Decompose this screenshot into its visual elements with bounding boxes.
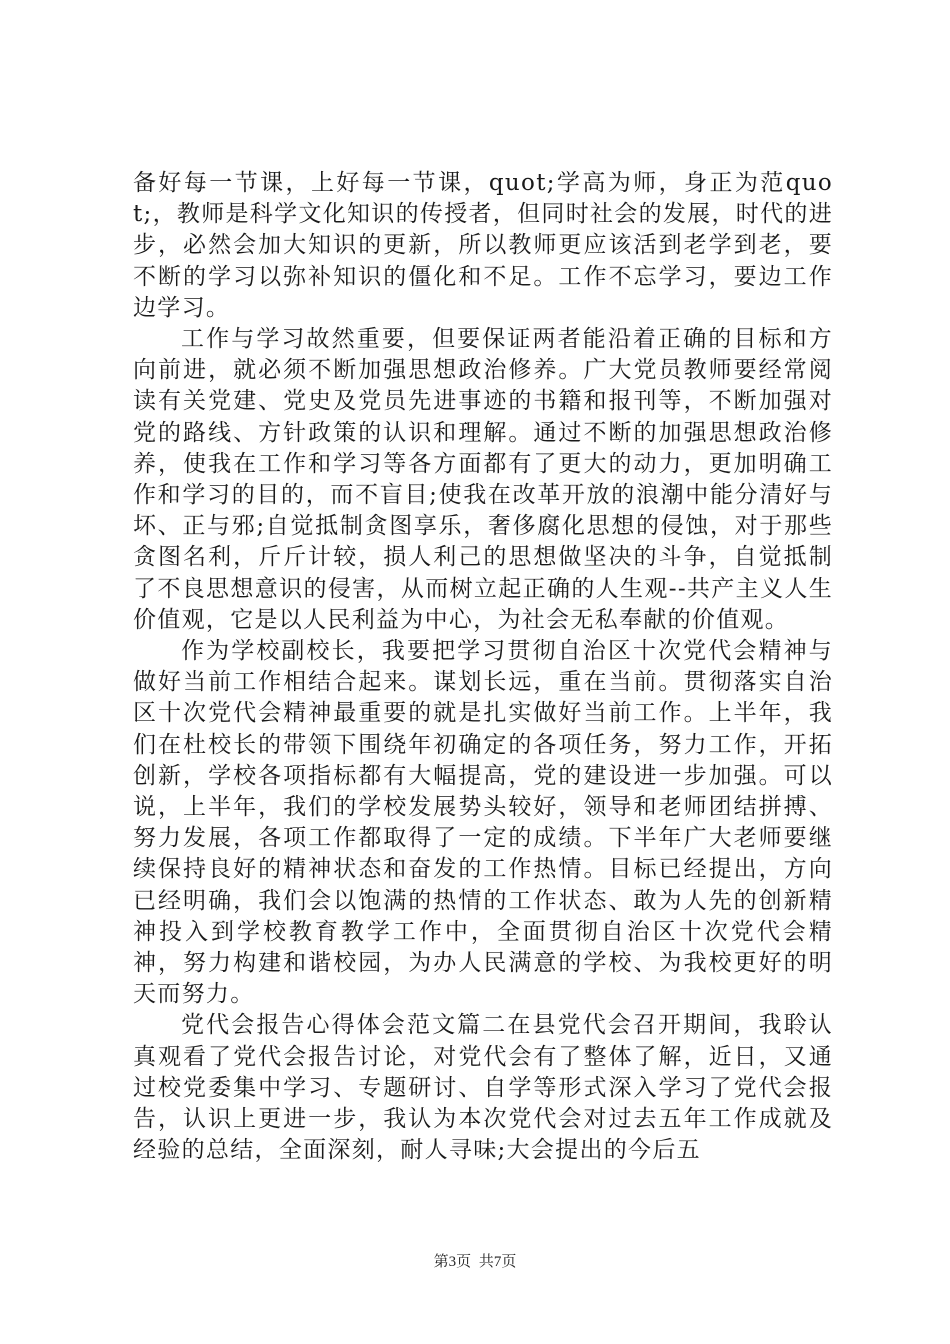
paragraph: 工作与学习故然重要，但要保证两者能沿着正确的目标和方向前进，就必须不断加强思想政治修养。广大党员教师要经常阅读有关党建、党史及党员先进事迹的书籍和报刊等，不断加强对党的路线、方针政策的认识和理解。通过不断的加强思想政治修养，使我在工作和学习等各方面都有了更大的动力，更加明确工作和学习的目的，而不盲目;使我在改革开放的浪潮中能分清好与坏、正与邪;自觉抵制贪图享乐，奢侈腐化思想的侵蚀，对于那些贪图名利，斤斤计较，损人利己的思想做坚决的斗争，自觉抵制了不良思想意识的侵害，从而树立起正确的人生观--共产主义人生价值观，它是以人民利益为中心，为社会无私奉献的价值观。: [133, 326, 833, 633]
page-total: 共7页: [478, 1254, 517, 1270]
paragraph: 党代会报告心得体会范文篇二在县党代会召开期间，我聆认真观看了党代会报告讨论，对党代会有了整体了解，近日，又通过校党委集中学习、专题研讨、自学等形式深入学习了党代会报告，认识上更进一步，我认为本次党代会对过去五年工作成就及经验的总结，全面深刻，耐人寻味;大会提出的今后五: [133, 1012, 833, 1164]
paragraph: 作为学校副校长，我要把学习贯彻自治区十次党代会精神与做好当前工作相结合起来。谋划长远，重在当前。贯彻落实自治区十次党代会精神最重要的就是扎实做好当前工作。上半年，我们在杜校长的带领下围绕年初确定的各项任务，努力工作，开拓创新，学校各项指标都有大幅提高，党的建设进一步加强。可以说，上半年，我们的学校发展势头较好，领导和老师团结拼搏、努力发展，各项工作都取得了一定的成绩。下半年广大老师要继续保持良好的精神状态和奋发的工作热情。目标已经提出，方向已经明确，我们会以饱满的热情的工作状态、敢为人先的创新精神投入到学校教育教学工作中，全面贯彻自治区十次党代会精神，努力构建和谐校园，为办人民满意的学校、为我校更好的明天而努力。: [133, 638, 833, 1008]
page-footer: [0, 1250, 950, 1271]
paragraph-continuation: 备好每一节课，上好每一节课，quot;学高为师，身正为范quot;，教师是科学文化知识的传授者，但同时社会的发展，时代的进步，必然会加大知识的更新，所以教师更应该活到老学到老，要不断的学习以弥补知识的僵化和不足。工作不忘学习，要边工作边学习。: [133, 170, 833, 321]
page-number: 第3页: [433, 1254, 472, 1270]
document-body: [133, 168, 833, 1167]
